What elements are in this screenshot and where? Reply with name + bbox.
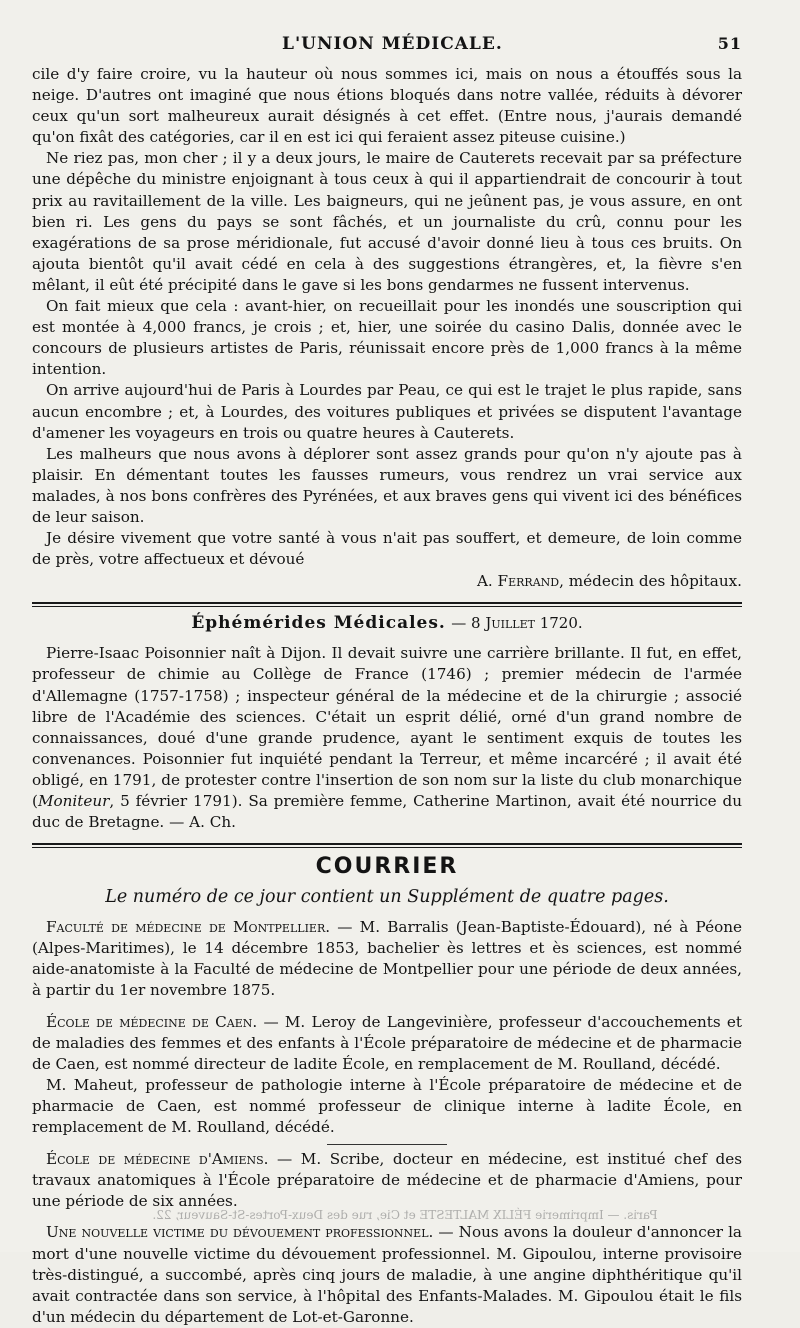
letter-section	[32, 64, 742, 592]
letter-paragraph: Les malheurs que nous avons à déplorer sont assez grands pour qu'on n'y ajoute pas à plaisir. En démentant toutes les fausses rumeurs, vous rendrez un vrai service aux malades, à nos bons confrères des Pyrénées, et aux braves gens qui vivent ici des bénéfices de leur saison.	[32, 444, 742, 526]
letter-signature	[32, 571, 742, 592]
ephemerides-section	[32, 613, 742, 833]
letter-paragraph: On arrive aujourd'hui de Paris à Lourdes par Peau, ce qui est le trajet le plus rapide, sans aucun encombre ; et, à Lourdes, des voitures publiques et privées se disputent l'avantage d'amener les voyageurs en trois ou quatre heures à Cauterets.	[32, 381, 742, 442]
page-header	[32, 34, 742, 54]
signature-title: , médecin des hôpitaux.	[559, 572, 742, 591]
page-number: 51	[717, 34, 742, 53]
ephemerides-heading	[32, 613, 742, 633]
courrier-item-label: École de médecine d'Amiens.	[46, 1150, 269, 1169]
letter-paragraph: cile d'y faire croire, vu la hauteur où nous sommes ici, mais on nous a étouffés sous la neige. D'autres ont imaginé que nous étions bloqués dans notre vallée, réduits à dévorer ceux qu'un sort malheureux aurait désignés à cet effet. (Entre nous, j'aurais demandé qu'on fixât des catégories, car il en est ici qui feraient assez piteuse cuisine.)	[32, 65, 742, 147]
courrier-section	[32, 854, 742, 1328]
section-divider	[32, 843, 742, 848]
show-through-footer: Paris. — Imprimerie FÉLIX MALTESTE et Cie, rue des Deux-Portes-St-Sauveur, 22.	[152, 1208, 658, 1222]
ephemerides-text-end: , 5 février 1791). Sa première femme, Catherine Martinon, avait été nourrice du duc de Bretagne. — A. Ch.	[32, 792, 742, 832]
ephemerides-title: Éphémérides Médicales.	[191, 613, 446, 634]
spacer	[32, 1002, 742, 1012]
courrier-item	[32, 917, 742, 1001]
section-divider	[32, 602, 742, 607]
courrier-item-text: — Nous avons la douleur d'annoncer la mort d'une nouvelle victime du dévouement professionnel. M. Gipoulou, interne provisoire très-distingué, a succombé, après cinq jours de maladie, à une angine diphthéritique qu'il avait contractée dans son service, à l'hôpital des Enfants-Malades. M. Gipoulou était le fils d'un médecin du département de Lot-et-Garonne.	[32, 1223, 742, 1326]
letter-paragraph: Je désire vivement que votre santé à vous n'ait pas souffert, et demeure, de loin comme de près, votre affectueux et dévoué	[32, 529, 742, 569]
courrier-item-text: — M. Barralis (Jean-Baptiste-Édouard), né à Péone (Alpes-Maritimes), le 14 décembre 1853, bachelier ès lettres et ès sciences, est nommé aide-anatomiste à la Faculté de médecine de Montpellier pour une période de deux années, à partir du 1er novembre 1875.	[32, 918, 742, 1000]
courrier-item-label: École de médecine de Caen.	[46, 1012, 258, 1031]
letter-paragraph: On fait mieux que cela : avant-hier, on recueillait pour les inondés une souscription qui est montée à 4,000 francs, je crois ; et, hier, une soirée du casino Dalis, donnée avec le concours de plusieurs artistes de Paris, réunissait encore près de 1,000 francs à la même intention.	[32, 297, 742, 379]
courrier-item	[32, 1222, 742, 1327]
signature-name: A. Ferrand	[476, 572, 560, 591]
supplement-note: Le numéro de ce jour contient un Supplément de quatre pages.	[105, 887, 669, 908]
ephemerides-text	[32, 643, 742, 833]
ephemerides-text-italic: Moniteur	[37, 792, 110, 810]
ephemerides-text-main: Pierre-Isaac Poisonnier naît à Dijon. Il devait suivre une carrière brillante. Il fut, en effet, professeur de chimie au Collège de France (1746) ; premier médecin de l'armée d'Allemagne (1757-1758) ; inspecteur général de la médecine et de la chirurgie ; associé libre de l'Académie des sciences. C'était un esprit délié, orné d'un grand nombre de connaissances, doué d'une grande prudence, ayant le sentiment exquis de toutes les convenances. Poisonnier fut inquiété pendant la Terreur, et même incarcéré ; il avait été obligé, en 1791, de protester contre l'insertion de son nom sur la liste du club monarchique (	[32, 644, 742, 810]
courrier-item	[32, 1012, 742, 1075]
courrier-item	[32, 1075, 742, 1138]
ephemerides-date: — 8 Juillet 1720.	[451, 614, 583, 633]
short-divider	[327, 1144, 447, 1145]
courrier-item-text: M. Maheut, professeur de pathologie interne à l'École préparatoire de médecine et de pharmacie de Caen, est nommé professeur de clinique interne à ladite École, en remplacement de M. Roulland, décédé.	[32, 1075, 742, 1137]
courrier-item	[32, 1149, 742, 1212]
courrier-item-label: Faculté de médecine de Montpellier.	[46, 918, 331, 937]
letter-paragraph: Ne riez pas, mon cher ; il y a deux jours, le maire de Cauterets recevait par sa préfecture une dépêche du ministre enjoignant à tous ceux à qui il appartiendrait de concourir à tout prix au ravitaillement de la ville. Les baigneurs, qui ne jeûnent pas, je vous assure, en ont bien ri. Les gens du pays se sont fâchés, et un journaliste du crû, connu pour les exagérations de sa prose méridionale, fut accusé d'avoir donné lieu à tous ces bruits. On ajouta bientôt qu'il avait cédé en cela à des suggestions étrangères, et, la fièvre s'en mêlant, il eût été précipité dans le gave si les bons gendarmes ne fussent intervenus.	[32, 149, 742, 294]
courrier-heading: COURRIER	[315, 854, 459, 880]
courrier-item-text: — M. Leroy de Langevinière, professeur d'accouchements et de maladies des femmes et des enfants à l'École préparatoire de médecine et de pharmacie de Caen, est nommé directeur de ladite École, en remplacement de M. Roulland, décédé.	[32, 1012, 742, 1073]
courrier-item-label: Une nouvelle victime du dévouement professionnel.	[46, 1223, 434, 1242]
courrier-item-text: — M. Scribe, docteur en médecine, est institué chef des travaux anatomiques à l'École préparatoire de médecine et de pharmacie d'Amiens, pour une période de six années.	[32, 1150, 742, 1211]
running-title: L'UNION MÉDICALE.	[282, 34, 503, 54]
